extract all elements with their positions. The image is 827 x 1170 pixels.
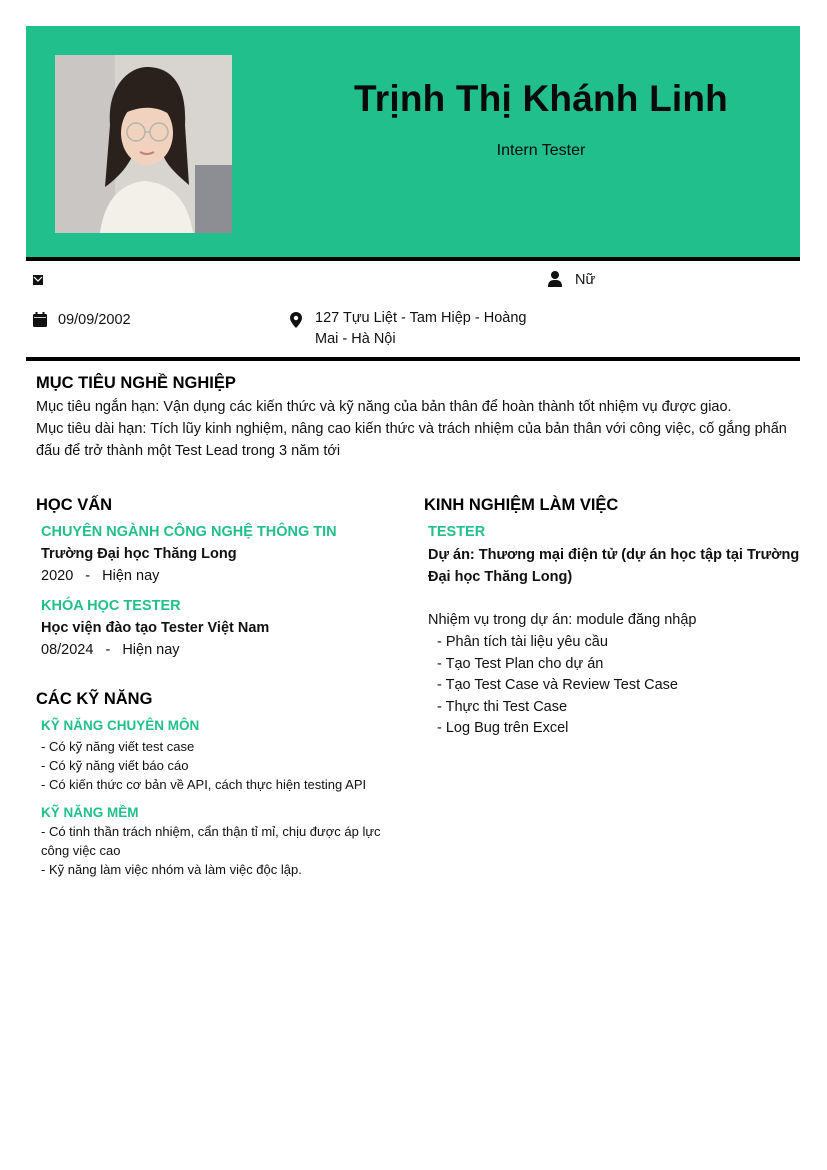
soft-skill-item: - Có tinh thần trách nhiệm, cẩn thận tỉ mỉ, chịu được áp lực (41, 824, 381, 839)
hard-skills-list (41, 737, 366, 794)
education-end-1: Hiện nay (102, 568, 160, 584)
hard-skill-item: - Có kỹ năng viết báo cáo (41, 758, 189, 773)
objective-long-term-line-2: đấu để trở thành một Test Lead trong 3 năm tới (36, 443, 341, 459)
education-heading: HỌC VẤN (36, 496, 113, 514)
experience-project (428, 544, 798, 588)
experience-task-item: - Tạo Test Plan cho dự án (437, 655, 604, 672)
objective-heading: MỤC TIÊU NGHỀ NGHIỆP (36, 374, 236, 392)
experience-tasks-list (437, 632, 678, 740)
hard-skill-item: - Có kỹ năng viết test case (41, 739, 195, 754)
birthday-value: 09/09/2002 (58, 312, 131, 328)
education-period-2 (41, 642, 180, 658)
divider-top (26, 257, 800, 261)
education-period-1 (41, 568, 159, 584)
experience-project-line-2: Đại học Thăng Long) (428, 569, 573, 585)
experience-heading: KINH NGHIỆM LÀM VIỆC (424, 496, 619, 514)
calendar-icon (33, 312, 47, 327)
education-sep-1: - (85, 568, 91, 584)
experience-position: TESTER (428, 524, 486, 540)
education-major-2: KHÓA HỌC TESTER (41, 598, 181, 614)
address-line-1: 127 Tựu Liệt - Tam Hiệp - Hoàng (315, 310, 527, 326)
experience-task-item: - Phân tích tài liệu yêu cầu (437, 634, 608, 650)
experience-task-item: - Log Bug trên Excel (437, 720, 569, 737)
user-icon (548, 271, 562, 287)
skills-heading: CÁC KỸ NĂNG (36, 690, 153, 708)
divider-bottom (26, 357, 800, 361)
hard-skills-title: KỸ NĂNG CHUYÊN MÔN (41, 718, 200, 733)
header-banner (26, 26, 800, 257)
envelope-icon (33, 275, 43, 285)
education-start-1: 2020 (41, 568, 74, 584)
education-start-2: 08/2024 (41, 642, 94, 658)
objective-text (36, 396, 796, 462)
soft-skill-item-cont: công việc cao (41, 843, 121, 858)
education-sep-2: - (105, 642, 111, 658)
candidate-name: Trịnh Thị Khánh Linh (354, 78, 728, 119)
experience-project-line-1: Dự án: Thương mại điện tử (dự án học tập tại Trường (428, 547, 800, 563)
soft-skills-list (41, 822, 381, 879)
experience-task-item: - Tạo Test Case và Review Test Case (437, 677, 678, 694)
education-end-2: Hiện nay (122, 642, 180, 658)
experience-tasks-intro: Nhiệm vụ trong dự án: module đăng nhập (428, 612, 697, 628)
soft-skills-title: KỸ NĂNG MỀM (41, 805, 139, 820)
objective-short-term: Mục tiêu ngắn hạn: Vận dụng các kiến thức và kỹ năng của bản thân để hoàn thành tốt nhiệm vụ được giao. (36, 399, 732, 415)
experience-task-item: - Thực thi Test Case (437, 698, 568, 715)
education-school-2: Học viện đào tạo Tester Việt Nam (41, 620, 270, 636)
address-line-2: Mai - Hà Nội (315, 331, 396, 347)
hard-skill-item: - Có kiến thức cơ bản về API, cách thực hiện testing API (41, 777, 367, 792)
soft-skill-item: - Kỹ năng làm việc nhóm và làm việc độc lập. (41, 862, 302, 877)
candidate-role: Intern Tester (496, 142, 586, 159)
gender-value: Nữ (575, 272, 596, 288)
education-major-1: CHUYÊN NGÀNH CÔNG NGHỆ THÔNG TIN (41, 524, 337, 540)
profile-photo (55, 55, 232, 233)
education-school-1: Trường Đại học Thăng Long (41, 546, 237, 562)
map-pin-icon (290, 312, 302, 328)
objective-long-term-line-1: Mục tiêu dài hạn: Tích lũy kinh nghiệm, nâng cao kiến thức và trách nhiệm của bản thân với công việc, cố gắng phấn (36, 421, 787, 437)
